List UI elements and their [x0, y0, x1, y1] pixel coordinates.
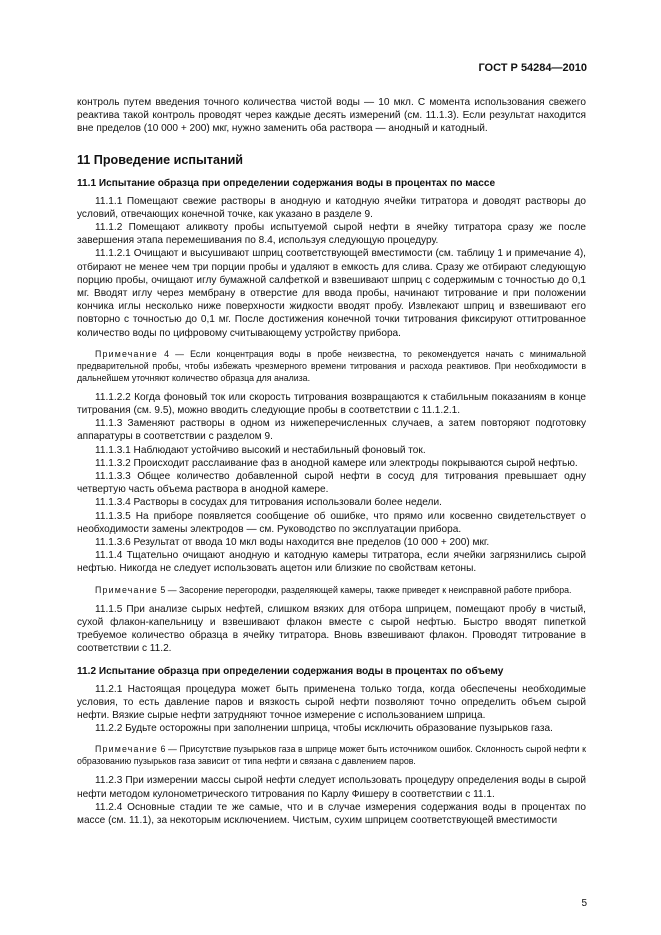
note-label: Примечание	[95, 744, 158, 755]
paragraph-11-1-2-2: 11.1.2.2 Когда фоновый ток или скорость титрования возвращаются к стабильным показаниям в конце титрования (см. 9.5), можно вводить следующие пробы в соответствии с 11.1.2.1.	[77, 391, 586, 417]
paragraph-11-1-3-4: 11.1.3.4 Растворы в сосудах для титрования использовали более недели.	[95, 497, 442, 509]
paragraph-11-1-3-5: 11.1.3.5 На приборе появляется сообщение об ошибке, что прямо или косвенно свидетельствует о необходимости замены электродов — см. Руководство по эксплуатации прибора.	[77, 510, 586, 535]
standard-header: ГОСТ Р 54284—2010	[478, 62, 587, 74]
note-text: 6 — Присутствие пузырьков газа в шприце может быть источником ошибок. Склонность сырой нефти к образованию пузырьков газа зависит от типа нефти и связана с давлением паров.	[77, 744, 586, 767]
subsection-title-11-1: 11.1 Испытание образца при определении содержания воды в процентах по массе	[77, 177, 496, 189]
paragraph-11-2-3: 11.2.3 При измерении массы сырой нефти следует использовать процедуру определения воды в сырой нефти методом кулонометрического титрования по Карлу Фишеру в соответствии с 11.1.	[77, 775, 586, 800]
paragraph-11-2-4: 11.2.4 Основные стадии те же самые, что и в случае измерения содержания воды в процентах по массе (см. 11.1), за некоторым исключением. Чистым, сухим шприцем соответствующей вместимости	[77, 801, 586, 826]
note-6	[77, 743, 586, 767]
paragraph-11-1-2: 11.1.2 Помещают аликвоту пробы испытуемой сырой нефти в ячейку титратора сразу же после завершения этапа перемешивания по 8.4, используя следующую процедуру.	[77, 222, 586, 247]
note-text: 4 — Если концентрация воды в пробе неизвестна, то рекомендуется начать с минимальной предварительной пробы, чтобы избежать чрезмерного времени титрования и расхода реактивов. При необходимости в дальнейшем уточняют количество образца для анализа.	[77, 348, 586, 383]
paragraph-11-1-2-1: 11.1.2.1 Очищают и высушивают шприц соответствующей вместимости (см. таблицу 1 и примечание 4), отбирают не менее чем три порции пробы и удаляют в емкость для слива. Сразу же отбирают следующую порцию пробы, очищают иглу бумажной салфеткой и взвешивают шприц с содержимым с точностью до 0,1 мг. Вводят иглу через мембрану в отверстие для ввода пробы, начинают титрование и при положении кончика иглы несколько ниже поверхности жидкости вводят пробу. Извлекают шприц и взвешивают его повторно с точностью до 0,1 мг. После достижения конечной точки титрования фиксируют оттитрованное количество воды по цифровому считывающему устройству прибора.	[77, 248, 586, 339]
paragraph-11-2-1: 11.2.1 Настоящая процедура может быть применена только тогда, когда обеспечены необходимые условия, то есть давление паров и вязкость сырой нефти позволяют точно определить объем сырой нефти. Вязкие сырые нефти затрудняют точное измерение с использованием шприца.	[77, 683, 586, 721]
paragraph-11-1-3: 11.1.3 Заменяют растворы в одном из нижеперечисленных случаев, а затем повторяют подготовку аппаратуры в соответствии с разделом 9.	[77, 418, 586, 443]
note-5	[77, 584, 586, 596]
paragraph-11-1-3-6: 11.1.3.6 Результат от ввода 10 мкл воды находится вне пределов (10 000 + 200) мкг.	[95, 537, 490, 549]
spacer	[77, 656, 586, 666]
paragraph-11-1-5: 11.1.5 При анализе сырых нефтей, слишком вязких для отбора шприцем, помещают пробу в чистый, сухой флакон-капельницу и взвешивают флакон вместе с сырой нефтью. Быстро вводят пипеткой требуемое количество образца в ячейку титратора. Вновь взвешивают флакон. Проводят титрование в соответствии с 11.2.	[77, 603, 586, 655]
paragraph-11-1-3-3: 11.1.3.3 Общее количество добавленной сырой нефти в сосуд для титрования превышает одну четвертую часть объема раствора в анодной камере.	[77, 471, 586, 496]
note-4	[77, 348, 586, 384]
intro-paragraph: контроль путем введения точного количества чистой воды — 10 мкл. С момента использования свежего реактива такой контроль проводят через каждые десять измерений (см. 11.1.3). Если результат находится вне пределов (10 000 + 200) мкг, нужно заменить оба раствора — анодный и катодный.	[77, 97, 586, 135]
page-number: 5	[581, 898, 587, 909]
note-label: Примечание	[95, 348, 158, 359]
paragraph-11-2-2: 11.2.2 Будьте осторожны при заполнении шприца, чтобы исключить образование пузырьков газа.	[95, 723, 553, 735]
section-title: 11 Проведение испытаний	[77, 152, 244, 167]
paragraph-11-1-3-1: 11.1.3.1 Наблюдают устойчиво высокий и нестабильный фоновый ток.	[95, 444, 426, 456]
subsection-title-11-2: 11.2 Испытание образца при определении содержания воды в процентах по объему	[77, 665, 504, 677]
note-label: Примечание	[95, 584, 158, 595]
paragraph-11-1-4: 11.1.4 Тщательно очищают анодную и катодную камеры титратора, если ячейки загрязнились сырой нефтью. Никогда не следует использовать ацетон или близкие по свойствам кетоны.	[77, 550, 586, 575]
note-text: 5 — Засорение перегородки, разделяющей камеры, также приведет к неисправной работе прибора.	[160, 584, 572, 595]
page-content	[77, 96, 586, 827]
paragraph-11-1-1: 11.1.1 Помещают свежие растворы в анодную и катодную ячейки титратора и доводят растворы до условий, отвечающих конечной точке, как указано в разделе 9.	[77, 195, 586, 220]
paragraph-11-1-3-2: 11.1.3.2 Происходит расслаивание фаз в анодной камере или электроды покрываются сырой нефтью.	[95, 457, 578, 469]
